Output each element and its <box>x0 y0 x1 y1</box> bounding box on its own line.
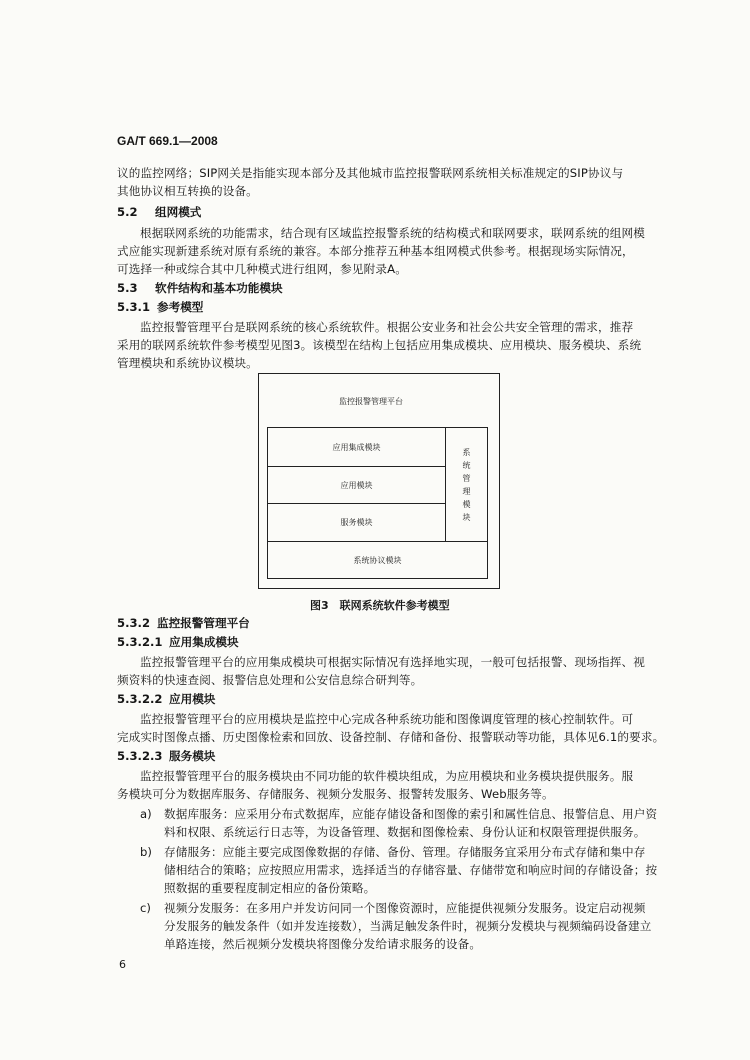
label-char: 管 <box>462 473 471 483</box>
list-item-label: c) <box>140 901 151 915</box>
section-title: 服务模块 <box>169 749 216 763</box>
paragraph-line: 监控报警管理平台是联网系统的核心系统软件。根据公安业务和社会公共安全管理的需求，推荐 <box>140 320 634 334</box>
section-title: 组网模式 <box>155 205 202 219</box>
section-title: 应用集成模块 <box>169 635 239 649</box>
standard-header: GA/T 669.1—2008 <box>117 134 218 148</box>
label-char: 块 <box>462 512 471 522</box>
paragraph-line: 监控报警管理平台的服务模块由不同功能的软件模块组成，为应用模块和业务模块提供服务。服 <box>140 769 634 783</box>
label-char: 模 <box>462 499 471 509</box>
paragraph-line: 完成实时图像点播、历史图像检索和回放、设备控制、存储和备份、报警联动等功能，具体见6.1的要求。 <box>117 730 665 744</box>
list-item-line: 料和权限、系统运行日志等，为设备管理、数据和图像检索、身份认证和权限管理提供服务。 <box>164 825 646 839</box>
list-item-line: 照数据的重要程度制定相应的备份策略。 <box>164 881 376 895</box>
paragraph-line: 管理模块和系统协议模块。 <box>117 356 258 370</box>
section-number: 5.2 <box>117 205 138 219</box>
section-number: 5.3.2 <box>117 616 151 630</box>
label-char: 理 <box>462 486 471 496</box>
paragraph-line: 监控报警管理平台的应用模块是监控中心完成各种系统功能和图像调度管理的核心控制软件。可 <box>140 712 634 726</box>
section-number: 5.3.2.1 <box>117 635 163 649</box>
section-heading-5-3-2-2 <box>117 692 215 706</box>
box-label: 服务模块 <box>340 518 373 527</box>
list-item-label: b) <box>140 845 152 859</box>
system-protocol-module-box <box>267 541 488 579</box>
list-item-line: 数据库服务：应采用分布式数据库，应能存储设备和图像的索引和属性信息、报警信息、用户资 <box>164 807 658 821</box>
section-number: 5.3.1 <box>117 300 151 314</box>
section-heading-5-3-1 <box>117 300 203 314</box>
service-module-box <box>267 503 446 542</box>
list-item-label: a) <box>140 807 152 821</box>
section-title: 监控报警管理平台 <box>157 616 250 630</box>
paragraph-line: 监控报警管理平台的应用集成模块可根据实际情况有选择地实现，一般可包括报警、现场指挥、视 <box>140 655 645 669</box>
paragraph-line: 务模块可分为数据库服务、存储服务、视频分发服务、报警转发服务、Web服务等。 <box>117 787 554 801</box>
section-heading-5-3-2-3 <box>117 749 215 763</box>
list-item-line: 存储服务：应能主要完成图像数据的存储、备份、管理。存储服务宜采用分布式存储和集中存 <box>164 845 646 859</box>
list-item-line: 视频分发服务：在多用户并发访问同一个图像资源时，应能提供视频分发服务。设定启动视频 <box>164 901 646 915</box>
paragraph-line: 可选择一种或综合其中几种模式进行组网，参见附录A。 <box>117 262 407 276</box>
paragraph-line: 议的监控网络；SIP网关是指能实现本部分及其他城市监控报警联网系统相关标准规定的SIP协议与 <box>117 166 624 180</box>
paragraph-line: 式应能实现新建系统对原有系统的兼容。本部分推荐五种基本组网模式供参考。根据现场实际情况， <box>117 244 634 258</box>
figure-caption: 图3 联网系统软件参考模型 <box>310 599 450 612</box>
label-char: 系 <box>462 447 471 457</box>
box-label: 系统协议模块 <box>353 555 402 565</box>
list-item-line: 储相结合的策略；应按照应用需求，选择适当的存储容量、存储带宽和响应时间的存储设备；按 <box>164 863 658 877</box>
paragraph-line: 其他协议相互转换的设备。 <box>117 184 258 198</box>
section-number: 5.3 <box>117 281 138 295</box>
label-char: 统 <box>462 460 471 470</box>
page-number: 6 <box>119 958 126 971</box>
list-item-line: 单路连接，然后视频分发模块将图像分发给请求服务的设备。 <box>164 937 482 951</box>
section-heading-5-3 <box>117 281 283 295</box>
section-heading-5-3-2 <box>117 616 250 630</box>
system-management-module-box <box>445 427 488 542</box>
section-heading-5-3-2-1 <box>117 635 239 649</box>
section-number: 5.3.2.2 <box>117 692 163 706</box>
platform-label: 监控报警管理平台 <box>339 397 403 406</box>
application-module-box <box>267 466 446 504</box>
section-title: 参考模型 <box>157 300 204 314</box>
section-heading-5-2 <box>117 205 201 219</box>
section-number: 5.3.2.3 <box>117 749 163 763</box>
vertical-label <box>461 446 473 524</box>
section-title: 软件结构和基本功能模块 <box>155 281 283 295</box>
box-label: 应用集成模块 <box>332 442 381 452</box>
software-reference-model-diagram <box>258 373 500 589</box>
paragraph-line: 频资料的快速查阅、报警信息处理和公安信息综合研判等。 <box>117 673 423 687</box>
section-title: 应用模块 <box>169 692 216 706</box>
app-integration-module-box <box>267 427 446 467</box>
paragraph-line: 根据联网系统的功能需求，结合现有区域监控报警系统的结构模式和联网要求，联网系统的组网模 <box>140 226 645 240</box>
list-item-line: 分发服务的触发条件（如并发连接数），当满足触发条件时，视频分发模块与视频编码设备建立 <box>164 919 652 933</box>
paragraph-line: 采用的联网系统软件参考模型见图3。该模型在结构上包括应用集成模块、应用模块、服务模块、系统 <box>117 338 642 352</box>
box-label: 应用模块 <box>340 480 373 490</box>
